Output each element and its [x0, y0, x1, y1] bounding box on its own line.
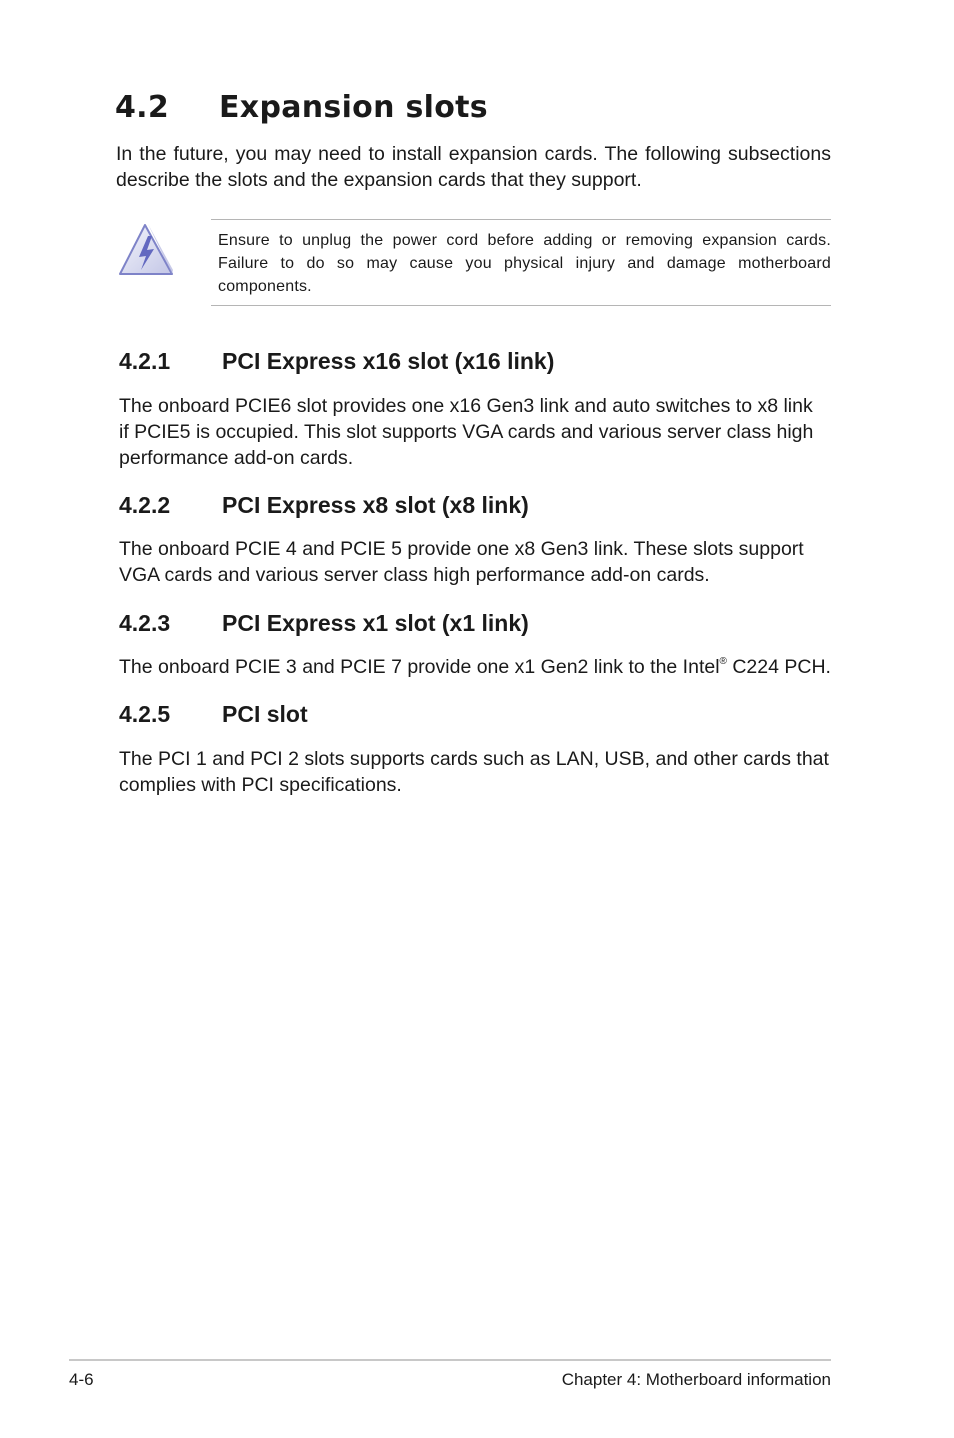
section-number: 4.2.5 — [119, 701, 171, 727]
body-line: VGA cards and various server class high performance add-on cards. — [119, 564, 710, 586]
section-title: PCI Express x16 slot (x16 link) — [222, 348, 555, 374]
note-bottom-rule — [211, 305, 831, 306]
section-number: 4.2.1 — [119, 348, 171, 374]
intro-paragraph: In the future, you may need to install expansion cards. The following subsections describe the slots and the expansion cards that they support. — [116, 143, 831, 191]
section-title: PCI Express x8 slot (x8 link) — [222, 492, 529, 518]
section-body-pcie-x8 — [119, 536, 834, 588]
section-heading-pcie-x8 — [119, 492, 529, 519]
page-title-text: Expansion slots — [219, 90, 488, 125]
warning-triangle-icon — [117, 222, 175, 278]
body-line: performance add-on cards. — [119, 447, 354, 469]
section-title: PCI slot — [222, 701, 308, 727]
section-heading-pci — [119, 701, 308, 728]
body-text: C224 PCH. — [726, 656, 831, 678]
section-heading-pcie-x1 — [119, 610, 529, 637]
body-line: The onboard PCIE 4 and PCIE 5 provide one x8 Gen3 link. These slots support — [119, 538, 804, 560]
note-top-rule — [211, 219, 831, 220]
section-body-pcie-x16 — [119, 393, 834, 471]
body-line: The onboard PCIE6 slot provides one x16 Gen3 link and auto switches to x8 link — [119, 395, 813, 417]
body-line: The PCI 1 and PCI 2 slots supports cards such as LAN, USB, and other cards that — [119, 748, 829, 770]
page-title — [115, 90, 488, 125]
section-body-pci — [119, 746, 834, 798]
body-line: if PCIE5 is occupied. This slot supports VGA cards and various server class high — [119, 421, 814, 443]
section-body-pcie-x1 — [119, 654, 834, 680]
section-number: 4.2.2 — [119, 492, 171, 518]
footer-page-number: 4-6 — [69, 1370, 94, 1389]
footer-chapter-title: Chapter 4: Motherboard information — [561, 1370, 831, 1389]
note-text: Ensure to unplug the power cord before adding or removing expansion cards. Failure to do so may cause you physical injury and damage motherboard components. — [218, 232, 831, 295]
section-heading-pcie-x16 — [119, 348, 554, 375]
body-line: complies with PCI specifications. — [119, 774, 402, 796]
registered-mark: ® — [719, 656, 727, 667]
section-title: PCI Express x1 slot (x1 link) — [222, 610, 529, 636]
body-text: The onboard PCIE 3 and PCIE 7 provide one x1 Gen2 link to the Intel — [119, 656, 720, 678]
section-number: 4.2.3 — [119, 610, 171, 636]
footer-rule — [69, 1359, 831, 1361]
page-title-number: 4.2 — [115, 90, 170, 125]
